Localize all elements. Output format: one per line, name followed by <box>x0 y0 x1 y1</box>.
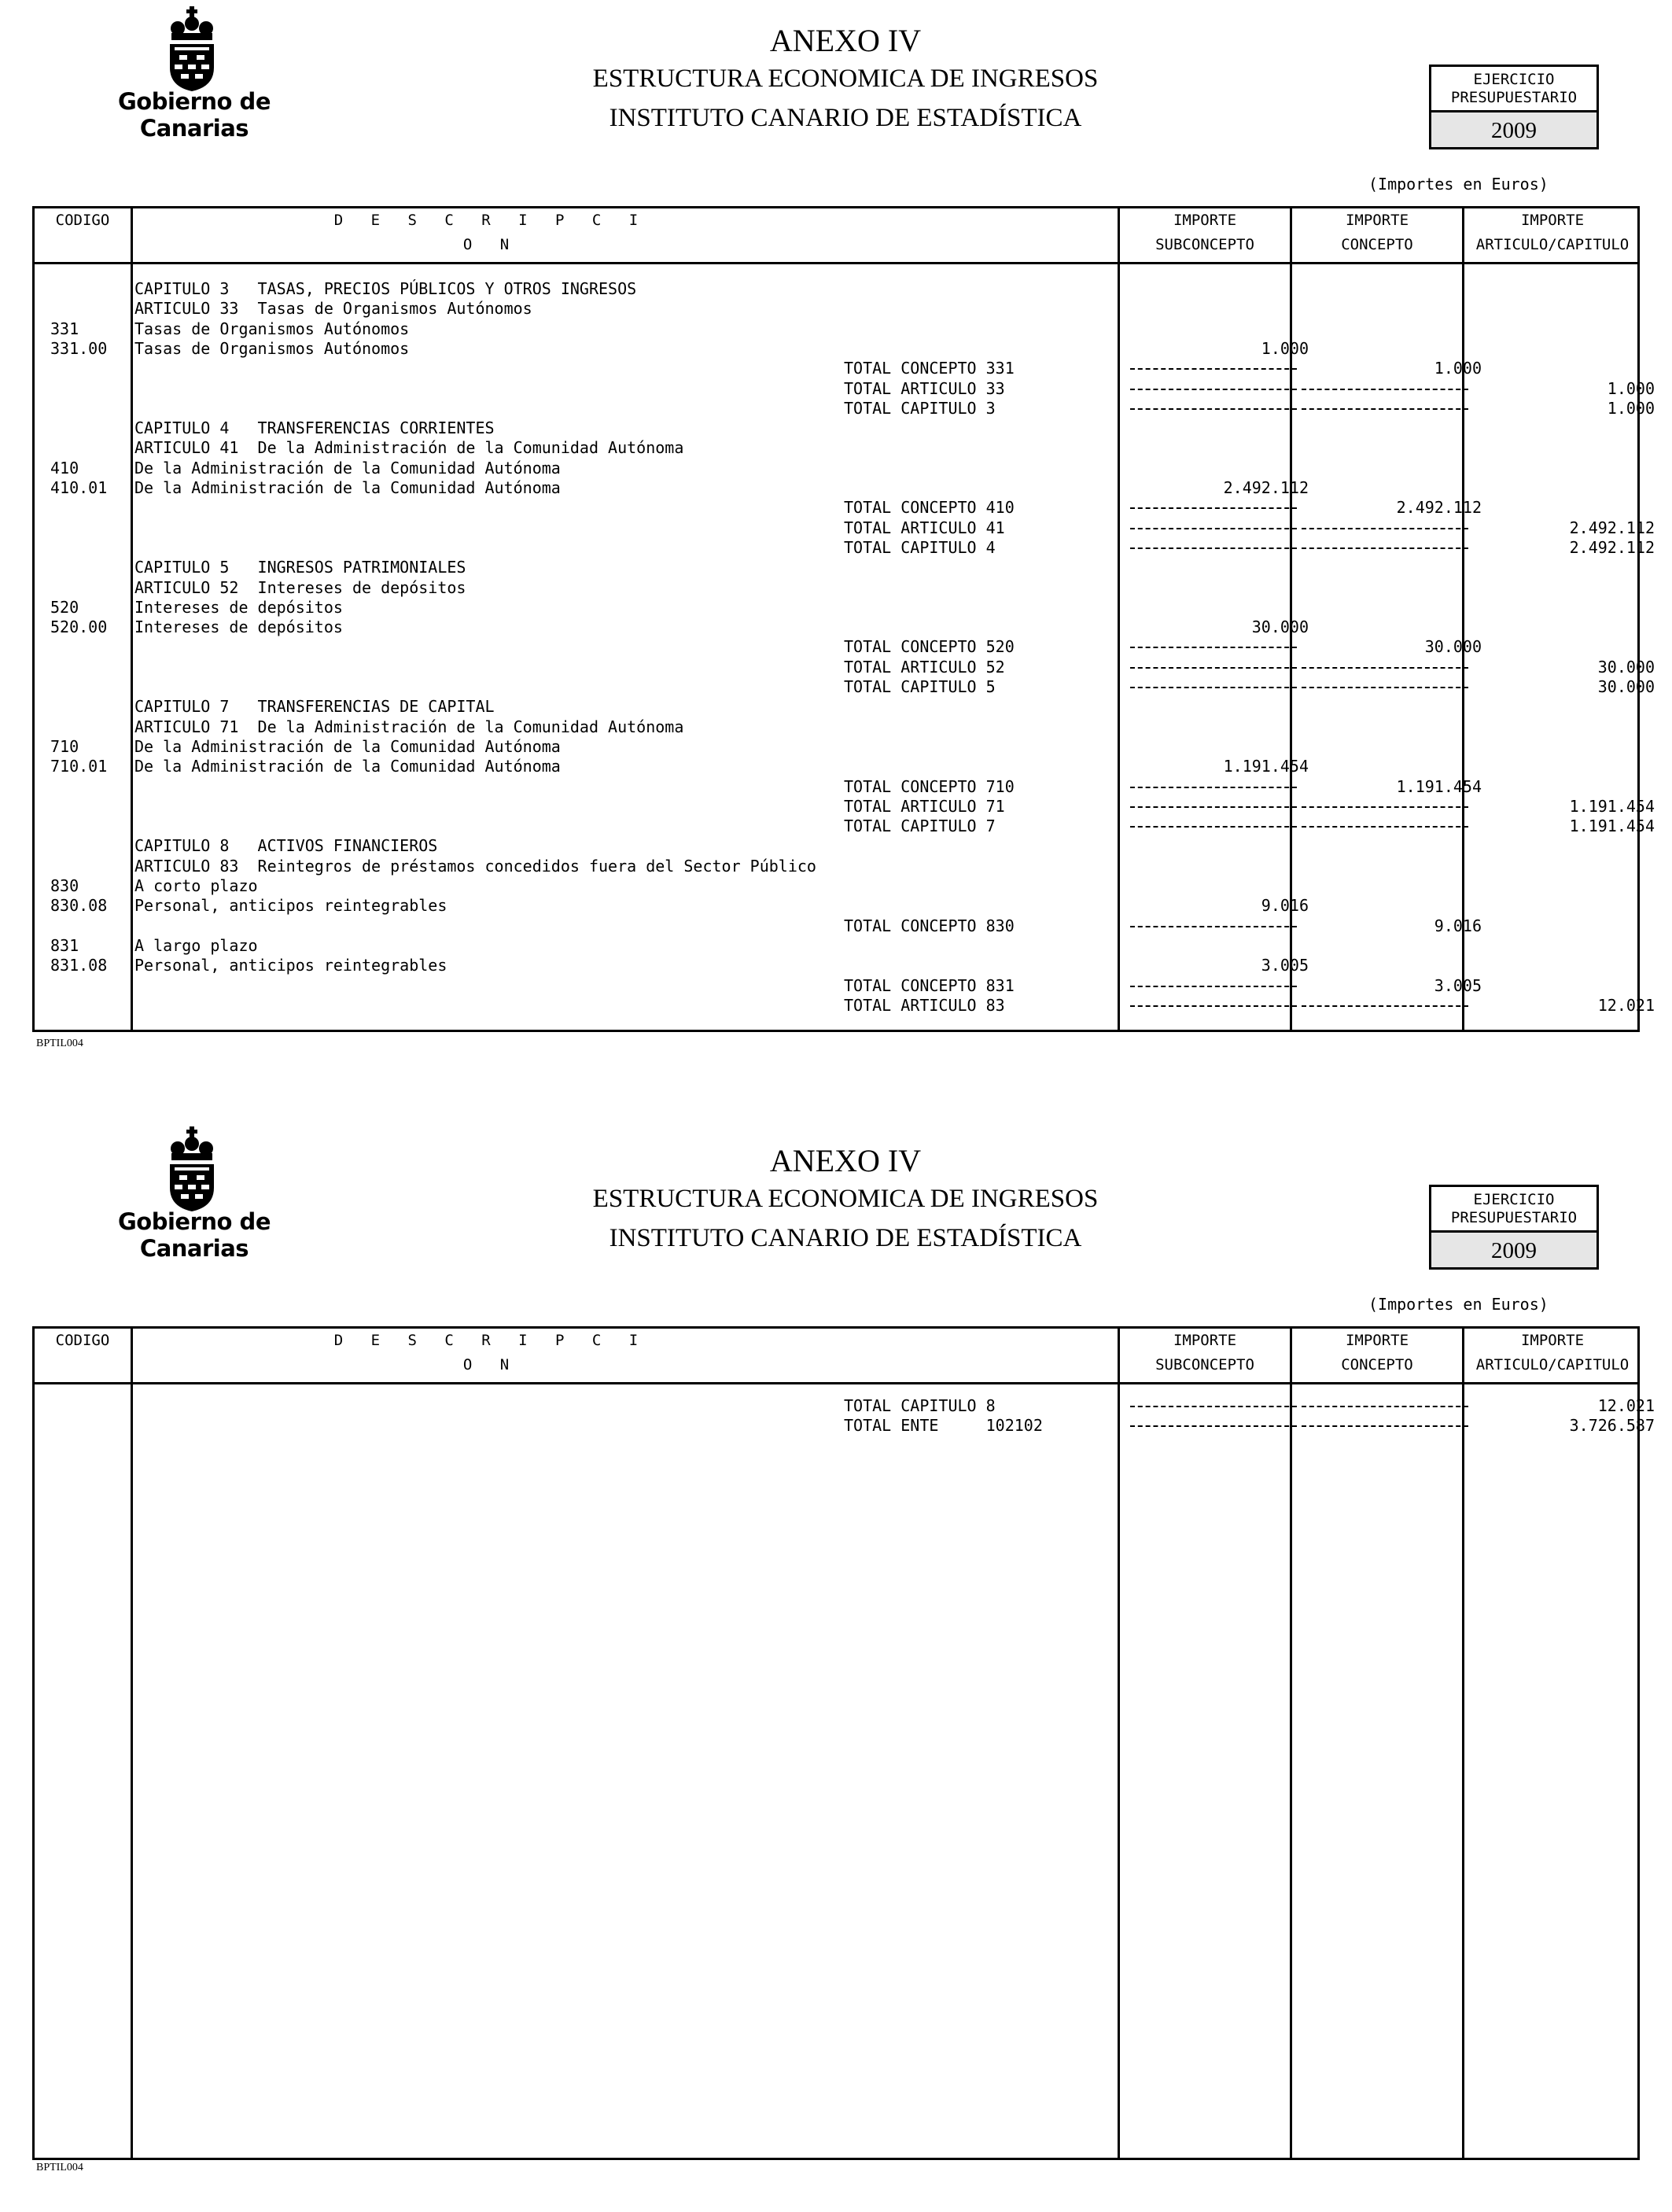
presupuestario-label: PRESUPUESTARIO <box>1450 89 1578 106</box>
dashed-separator <box>1130 408 1297 410</box>
logo-text: Gobierno de Canarias <box>118 1208 271 1262</box>
budget-table <box>32 206 1655 1032</box>
table-row <box>35 936 1637 956</box>
row-description: ARTICULO 33 Tasas de Organismos Autónomos <box>134 299 532 319</box>
row-code: 830.08 <box>50 896 108 916</box>
dashed-separator <box>1130 1425 1297 1427</box>
row-code: 520 <box>50 597 79 617</box>
row-code: 831.08 <box>50 956 108 975</box>
table-row <box>35 657 1655 677</box>
dashed-separator <box>1302 1406 1468 1407</box>
row-total-label: TOTAL ARTICULO 71 <box>844 796 1005 816</box>
row-concepto-amount: 9.016 <box>1434 916 1482 935</box>
row-total-label: TOTAL CAPITULO 5 <box>844 677 996 696</box>
table-row <box>35 279 1637 299</box>
col-header-codigo: CODIGO <box>55 212 110 229</box>
dashed-separator <box>1302 687 1468 688</box>
row-concepto-amount: 1.000 <box>1434 359 1482 378</box>
table-row <box>35 398 1655 418</box>
row-description: ARTICULO 71 De la Administración de la Comunidad Autónoma <box>134 717 684 736</box>
table-row <box>35 478 1637 498</box>
row-description: CAPITULO 3 TASAS, PRECIOS PÚBLICOS Y OTROS INGRESOS <box>134 279 637 298</box>
table-row <box>35 1396 1655 1416</box>
page-2 <box>0 1120 1672 2212</box>
row-total-label: TOTAL CAPITULO 4 <box>844 537 996 557</box>
footer-code: BPTIL004 <box>36 1038 83 1049</box>
dashed-separator <box>1130 687 1297 688</box>
row-concepto-amount: 30.000 <box>1424 637 1482 657</box>
col-header-concepto: IMPORTE CONCEPTO <box>1341 212 1413 253</box>
dashed-separator <box>1302 1005 1468 1007</box>
table-row <box>35 697 1637 717</box>
row-articulo-amount: 12.021 <box>1597 1396 1655 1415</box>
row-description: CAPITULO 5 INGRESOS PATRIMONIALES <box>134 558 466 577</box>
gobierno-logo <box>72 6 316 142</box>
table-row <box>35 857 1637 876</box>
dashed-separator <box>1130 986 1297 987</box>
row-total-label: TOTAL CONCEPTO 410 <box>844 498 1015 518</box>
dashed-separator <box>1130 926 1297 927</box>
row-total-label: TOTAL ARTICULO 33 <box>844 378 1005 398</box>
row-code: 830 <box>50 876 79 895</box>
row-description: Intereses de depósitos <box>134 597 343 617</box>
row-articulo-amount: 2.492.112 <box>1569 518 1655 537</box>
page-title: ANEXO IV <box>769 23 922 58</box>
table-row <box>35 876 1637 896</box>
dashed-separator <box>1302 806 1468 808</box>
budget-table <box>32 1326 1655 2160</box>
table-row <box>35 518 1655 538</box>
table-row <box>35 359 1637 378</box>
dashed-separator <box>1302 1425 1468 1427</box>
row-articulo-amount: 3.726.587 <box>1569 1416 1655 1436</box>
row-articulo-amount: 1.000 <box>1607 398 1655 418</box>
dashed-separator <box>1302 547 1468 549</box>
dashed-separator <box>1130 547 1297 549</box>
row-description: Tasas de Organismos Autónomos <box>134 319 410 338</box>
row-description: Intereses de depósitos <box>134 618 343 637</box>
row-subconcepto-amount: 9.016 <box>1261 896 1309 916</box>
row-concepto-amount: 2.492.112 <box>1396 498 1482 518</box>
row-description: CAPITULO 4 TRANSFERENCIAS CORRIENTES <box>134 418 495 438</box>
table-row <box>35 578 1637 598</box>
row-articulo-amount: 1.191.454 <box>1569 817 1655 836</box>
row-total-label: TOTAL CONCEPTO 331 <box>844 359 1015 378</box>
table-row <box>35 498 1637 518</box>
column-divider <box>1118 1329 1120 2158</box>
table-row <box>35 737 1637 757</box>
table-row <box>35 378 1655 399</box>
row-description: De la Administración de la Comunidad Autónoma <box>134 478 561 497</box>
row-description: A largo plazo <box>134 935 258 955</box>
dashed-separator <box>1130 826 1297 828</box>
table-row <box>35 319 1637 339</box>
table-row <box>35 618 1637 637</box>
coat-of-arms-icon <box>160 6 223 91</box>
dashed-separator <box>1130 368 1297 370</box>
table-row <box>35 677 1655 697</box>
column-divider <box>1290 1329 1292 2158</box>
table-row <box>35 637 1637 657</box>
dashed-separator <box>1130 647 1297 648</box>
dashed-separator <box>1302 528 1468 529</box>
row-code: 410 <box>50 458 79 477</box>
row-subconcepto-amount: 3.005 <box>1261 956 1309 975</box>
col-header-concepto: IMPORTE CONCEPTO <box>1341 1332 1413 1373</box>
table-row <box>35 598 1637 618</box>
page-subtitle: ESTRUCTURA ECONOMICA DE INGRESOS <box>592 1185 1099 1213</box>
row-total-label: TOTAL ARTICULO 83 <box>844 995 1005 1015</box>
table-row <box>35 777 1637 797</box>
row-total-label: TOTAL ENTE 102102 <box>844 1416 1043 1436</box>
row-code: 331.00 <box>50 338 108 358</box>
row-total-label: TOTAL CAPITULO 3 <box>844 398 996 418</box>
row-code: 520.00 <box>50 618 108 637</box>
row-description: ARTICULO 52 Intereses de depósitos <box>134 577 466 597</box>
ejercicio-box <box>1429 65 1599 149</box>
table-row <box>35 558 1637 577</box>
coat-of-arms-icon <box>160 1126 223 1211</box>
importes-note: (Importes en Euros) <box>1368 175 1549 194</box>
row-total-label: TOTAL CONCEPTO 831 <box>844 975 1015 995</box>
dashed-separator <box>1130 528 1297 529</box>
col-header-articulo: IMPORTE ARTICULO/CAPITULO <box>1475 212 1630 253</box>
page-title: ANEXO IV <box>769 1143 922 1178</box>
row-code: 831 <box>50 935 79 955</box>
row-description: De la Administración de la Comunidad Autónoma <box>134 736 561 756</box>
dashed-separator <box>1130 1005 1297 1007</box>
col-header-descripcion: D E S C R I P C I O N <box>333 212 648 253</box>
table-row <box>35 537 1655 558</box>
table-row <box>35 817 1655 836</box>
row-articulo-amount: 12.021 <box>1597 995 1655 1015</box>
table-row <box>35 418 1637 438</box>
row-subconcepto-amount: 1.191.454 <box>1223 757 1309 776</box>
table-row <box>35 916 1637 936</box>
table-row <box>35 836 1637 856</box>
row-description: ARTICULO 41 De la Administración de la Comunidad Autónoma <box>134 438 684 458</box>
row-total-label: TOTAL ARTICULO 52 <box>844 657 1005 677</box>
row-concepto-amount: 3.005 <box>1434 975 1482 995</box>
header-divider <box>35 262 1637 264</box>
column-divider <box>1462 1329 1464 2158</box>
dashed-separator <box>1130 1406 1297 1407</box>
dashed-separator <box>1302 667 1468 669</box>
presupuestario-label: PRESUPUESTARIO <box>1450 1209 1578 1226</box>
ejercicio-year: 2009 <box>1431 112 1597 147</box>
row-description: ARTICULO 83 Reintegros de préstamos concedidos fuera del Sector Público <box>134 856 816 876</box>
row-description: De la Administración de la Comunidad Autónoma <box>134 757 561 776</box>
table-row <box>35 717 1637 737</box>
table-row <box>35 299 1637 319</box>
col-header-codigo: CODIGO <box>55 1332 110 1349</box>
column-divider <box>131 1329 133 2158</box>
ejercicio-label: EJERCICIO <box>1473 1191 1555 1208</box>
gobierno-logo <box>72 1126 316 1262</box>
col-header-descripcion: D E S C R I P C I O N <box>333 1332 648 1373</box>
page-1 <box>0 0 1672 1092</box>
col-header-subconcepto: IMPORTE SUBCONCEPTO <box>1155 1332 1254 1373</box>
dashed-separator <box>1130 667 1297 669</box>
table-row <box>35 1416 1655 1436</box>
dashed-separator <box>1130 507 1297 509</box>
ejercicio-year: 2009 <box>1431 1233 1597 1267</box>
row-subconcepto-amount: 2.492.112 <box>1223 478 1309 497</box>
logo-text: Gobierno de Canarias <box>118 88 271 142</box>
dashed-separator <box>1302 408 1468 410</box>
col-header-subconcepto: IMPORTE SUBCONCEPTO <box>1155 212 1254 253</box>
institution-name: INSTITUTO CANARIO DE ESTADÍSTICA <box>609 1224 1082 1252</box>
table-row <box>35 995 1655 1016</box>
row-description: CAPITULO 8 ACTIVOS FINANCIEROS <box>134 836 438 856</box>
row-description: Personal, anticipos reintegrables <box>134 896 447 916</box>
row-subconcepto-amount: 30.000 <box>1251 618 1309 637</box>
dashed-separator <box>1130 787 1297 788</box>
table-row <box>35 339 1637 359</box>
ejercicio-label: EJERCICIO <box>1473 71 1555 88</box>
footer-code: BPTIL004 <box>36 2162 83 2173</box>
row-description: CAPITULO 7 TRANSFERENCIAS DE CAPITAL <box>134 697 495 717</box>
table-row <box>35 757 1637 776</box>
table-row <box>35 956 1637 975</box>
col-header-articulo: IMPORTE ARTICULO/CAPITULO <box>1475 1332 1630 1373</box>
row-code: 410.01 <box>50 478 108 497</box>
page-subtitle: ESTRUCTURA ECONOMICA DE INGRESOS <box>592 65 1099 93</box>
row-articulo-amount: 2.492.112 <box>1569 537 1655 557</box>
dashed-separator <box>1302 389 1468 390</box>
table-row <box>35 976 1637 996</box>
importes-note: (Importes en Euros) <box>1368 1295 1549 1314</box>
row-description: Personal, anticipos reintegrables <box>134 956 447 975</box>
dashed-separator <box>1302 826 1468 828</box>
dashed-separator <box>1130 389 1297 390</box>
institution-name: INSTITUTO CANARIO DE ESTADÍSTICA <box>609 104 1082 132</box>
ejercicio-box <box>1429 1185 1599 1270</box>
row-total-label: TOTAL ARTICULO 41 <box>844 518 1005 537</box>
row-code: 710.01 <box>50 757 108 776</box>
row-code: 710 <box>50 736 79 756</box>
row-total-label: TOTAL CONCEPTO 520 <box>844 637 1015 657</box>
row-description: Tasas de Organismos Autónomos <box>134 338 410 358</box>
header-divider <box>35 1382 1637 1384</box>
row-description: De la Administración de la Comunidad Autónoma <box>134 458 561 477</box>
table-row <box>35 896 1637 916</box>
row-articulo-amount: 30.000 <box>1597 677 1655 696</box>
row-articulo-amount: 1.000 <box>1607 378 1655 398</box>
row-total-label: TOTAL CAPITULO 7 <box>844 817 996 836</box>
row-subconcepto-amount: 1.000 <box>1261 338 1309 358</box>
table-row <box>35 796 1655 817</box>
row-articulo-amount: 1.191.454 <box>1569 796 1655 816</box>
row-concepto-amount: 1.191.454 <box>1396 776 1482 796</box>
dashed-separator <box>1130 806 1297 808</box>
row-description: A corto plazo <box>134 876 258 895</box>
row-total-label: TOTAL CONCEPTO 710 <box>844 776 1015 796</box>
row-total-label: TOTAL CONCEPTO 830 <box>844 916 1015 935</box>
table-row <box>35 459 1637 478</box>
row-articulo-amount: 30.000 <box>1597 657 1655 677</box>
row-total-label: TOTAL CAPITULO 8 <box>844 1396 996 1415</box>
row-code: 331 <box>50 319 79 338</box>
table-row <box>35 438 1637 458</box>
